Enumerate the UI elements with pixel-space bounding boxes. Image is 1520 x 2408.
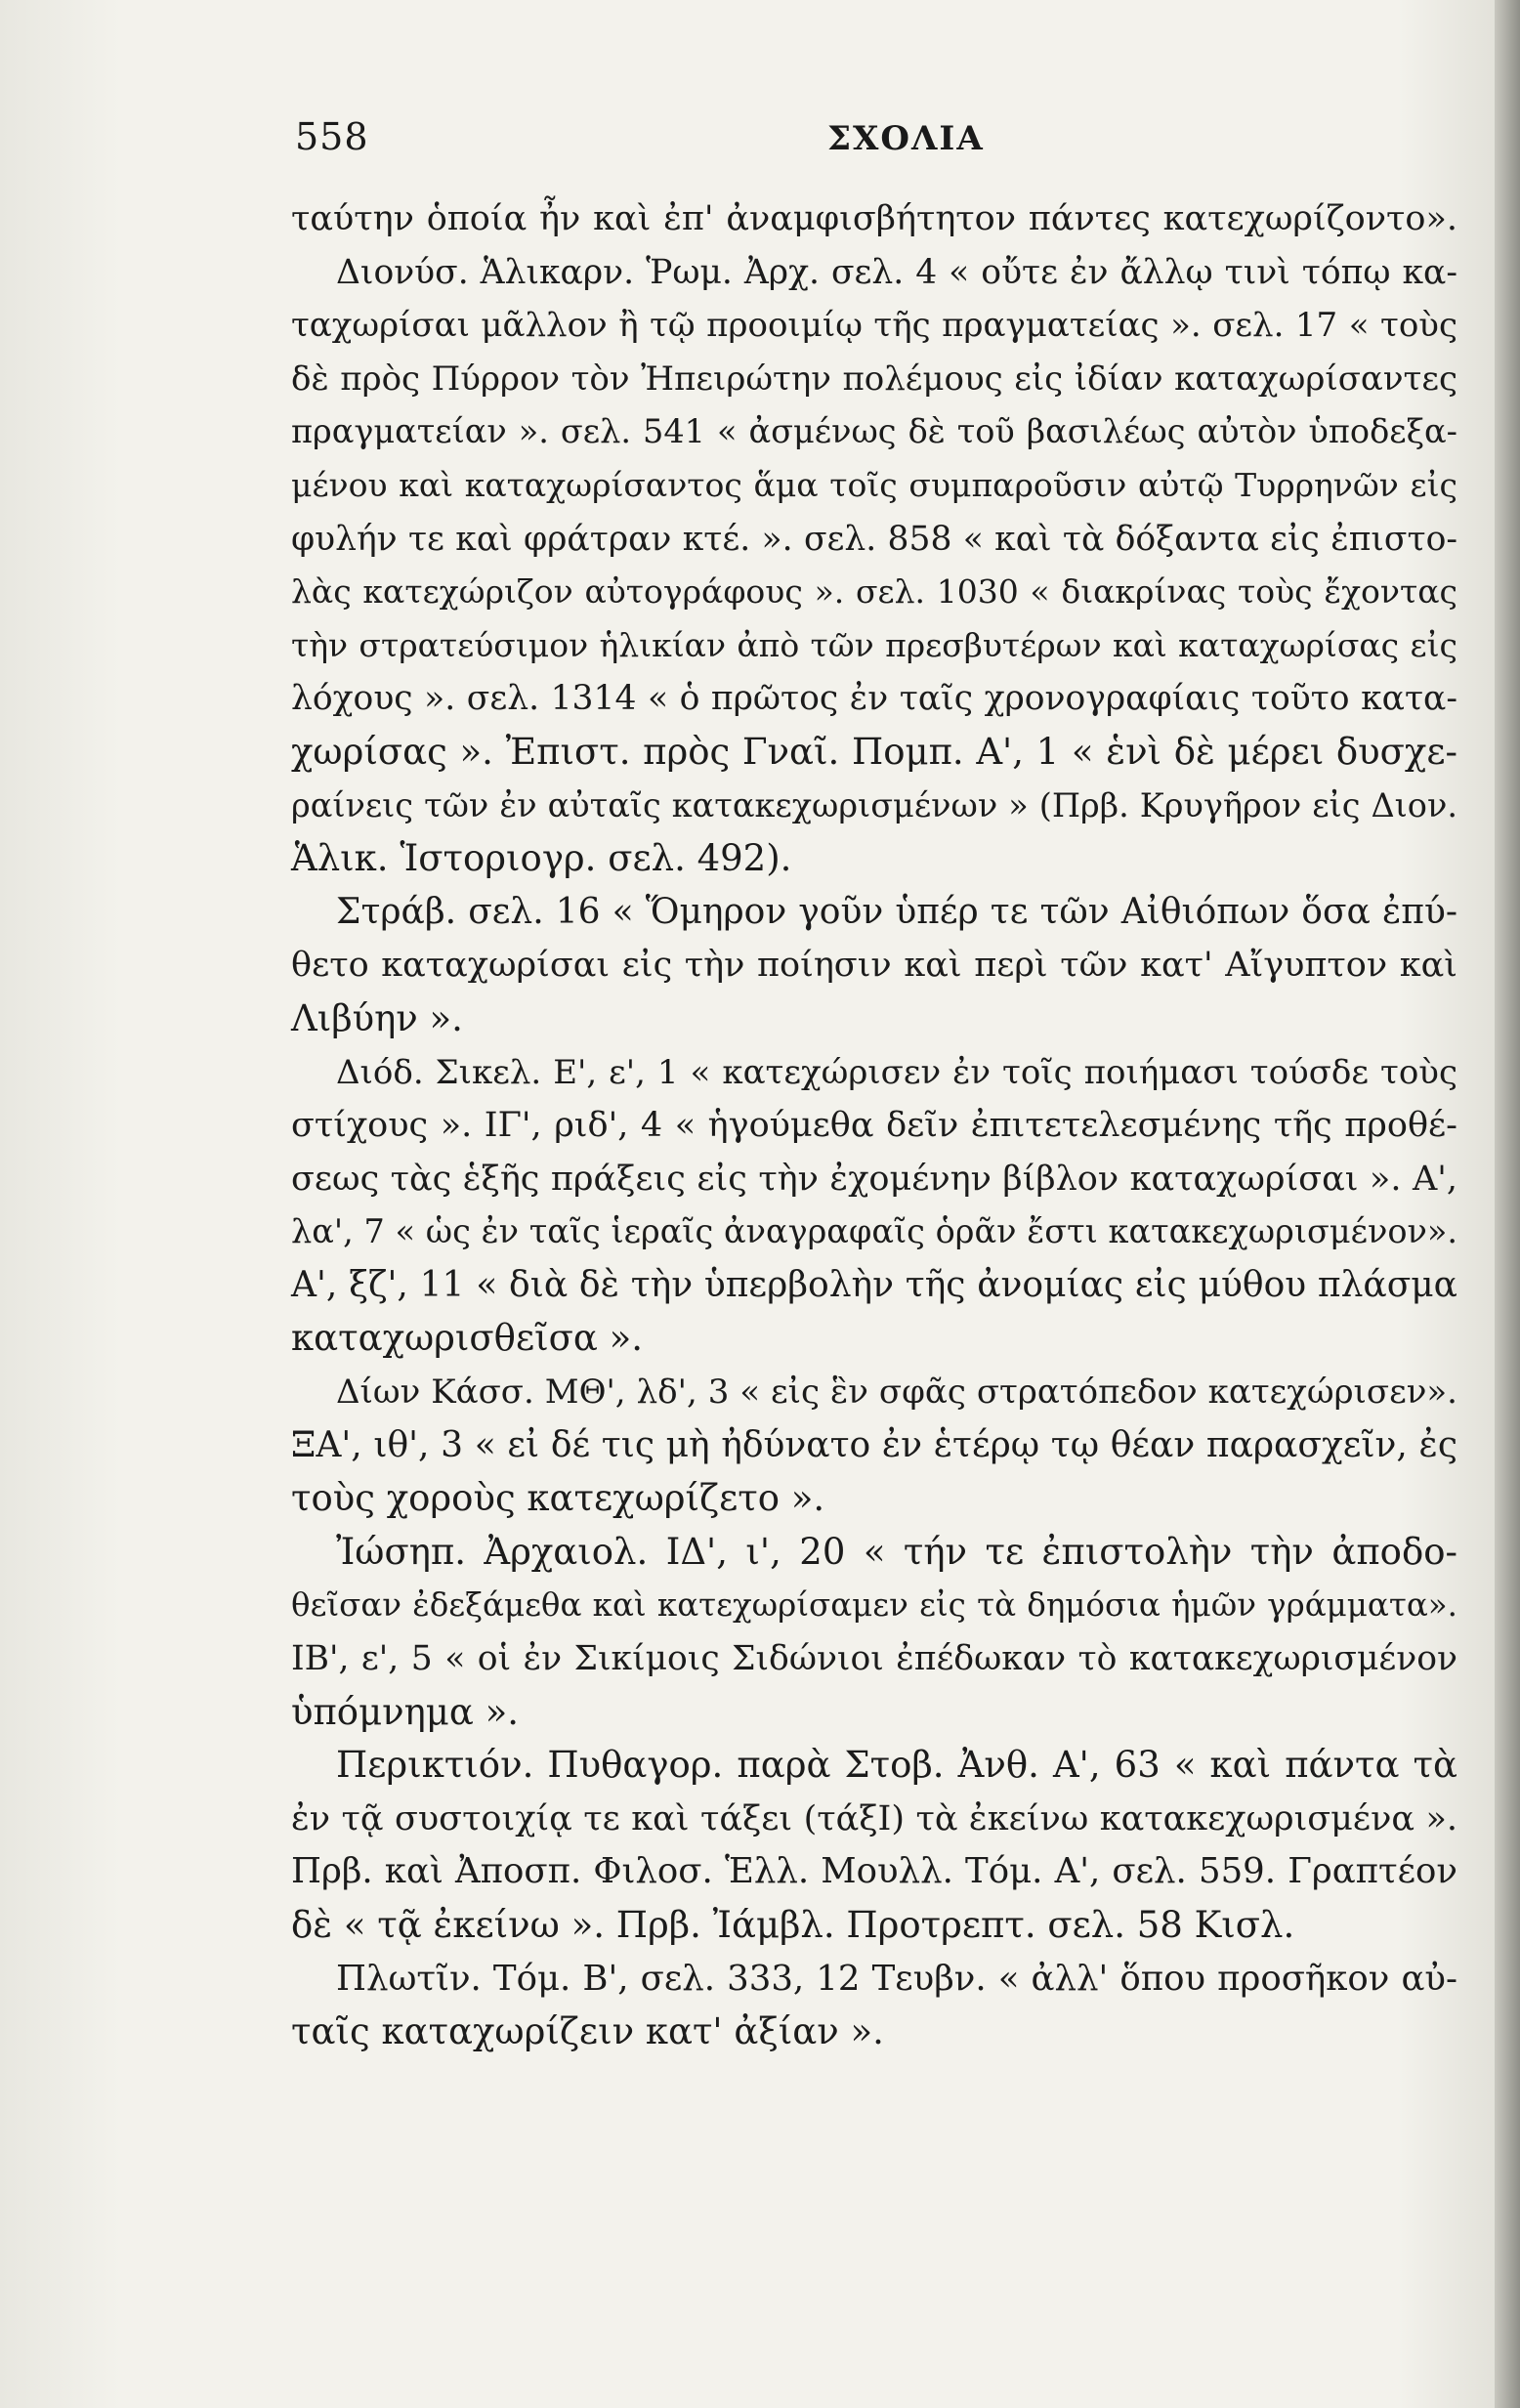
- running-title: ΣΧΟΛΙΑ: [827, 119, 985, 158]
- text-line: ΞΑ', ιθ', 3 « εἰ δέ τις μὴ ἠδύνατο ἐν ἑτέρῳ τῳ θέαν παρασχεῖν, ἐς: [291, 1424, 1457, 1465]
- text-line: τὴν στρατεύσιμον ἡλικίαν ἀπὸ τῶν πρεσβυτέρων καὶ καταχωρίσας εἰς: [291, 625, 1457, 664]
- text-line: μένου καὶ καταχωρίσαντος ἅμα τοῖς συμπαροῦσιν αὐτῷ Τυρρηνῶν εἰς: [291, 465, 1457, 504]
- text-line: λὰς κατεχώριζον αὐτογράφους ». σελ. 1030 « διακρίνας τοὺς ἔχοντας: [291, 572, 1457, 612]
- page-header: [295, 115, 1457, 174]
- page-number: 558: [295, 115, 369, 158]
- text-line: Διόδ. Σικελ. Ε', ε', 1 « κατεχώρισεν ἐν τοῖς ποιήμασι τούσδε τοὺς: [336, 1052, 1457, 1092]
- text-line: δὲ πρὸς Πύρρον τὸν Ἠπειρώτην πολέμους εἰς ἰδίαν καταχωρίσαντες: [291, 359, 1457, 399]
- text-line: Στράβ. σελ. 16 « Ὅμηρον γοῦν ὑπέρ τε τῶν Αἰθιόπων ὅσα ἐπύ-: [336, 891, 1457, 932]
- text-line: Δίων Κάσσ. ΜΘ', λδ', 3 « εἰς ἓν σφᾶς στρατόπεδον κατεχώρισεν».: [336, 1373, 1457, 1413]
- text-line: φυλήν τε καὶ φράτραν κτέ. ». σελ. 858 « καὶ τὰ δόξαντα εἰς ἐπιστο-: [291, 519, 1457, 559]
- text-line: τοὺς χοροὺς κατεχωρίζετο ».: [291, 1477, 825, 1520]
- text-line: ΙΒ', ε', 5 « οἱ ἐν Σικίμοις Σιδώνιοι ἐπέδωκαν τὸ κατακεχωρισμένον: [291, 1639, 1457, 1679]
- text-line: Διονύσ. Ἁλικαρν. Ῥωμ. Ἀρχ. σελ. 4 « οὔτε ἐν ἄλλῳ τινὶ τόπῳ κα-: [336, 252, 1457, 292]
- text-line: Ἁλικ. Ἱστοριογρ. σελ. 492).: [291, 837, 792, 880]
- text-line: χωρίσας ». Ἐπιστ. πρὸς Γναῖ. Πομπ. Α', 1 « ἑνὶ δὲ μέρει δυσχε-: [291, 730, 1457, 773]
- text-line: ταύτην ὁποία ἦν καὶ ἐπ' ἀναμφισβήτητον πάντες κατεχωρίζοντο».: [291, 199, 1457, 238]
- text-line: δὲ « τᾷ ἐκείνω ». Πρβ. Ἰάμβλ. Προτρεπτ. σελ. 58 Κισλ.: [291, 1904, 1295, 1946]
- text-line: θετο καταχωρίσαι εἰς τὴν ποίησιν καὶ περὶ τῶν κατ' Αἴγυπτον καὶ: [291, 946, 1457, 986]
- text-line: στίχους ». ΙΓ', ριδ', 4 « ἡγούμεθα δεῖν ἐπιτετελεσμένης τῆς προθέ-: [291, 1106, 1457, 1146]
- text-line: ταῖς καταχωρίζειν κατ' ἀξίαν ».: [291, 2010, 884, 2053]
- text-line: σεως τὰς ἑξῆς πράξεις εἰς τὴν ἐχομένην βίβλον καταχωρίσαι ». Α',: [291, 1159, 1457, 1199]
- text-line: Πρβ. καὶ Ἀποσπ. Φιλοσ. Ἑλλ. Μουλλ. Τόμ. Α', σελ. 559. Γραπτέον: [291, 1851, 1457, 1892]
- text-line: Α', ξζ', 11 « διὰ δὲ τὴν ὑπερβολὴν τῆς ἀνομίας εἰς μύθου πλάσμα: [291, 1264, 1457, 1305]
- text-line: Πλωτῖν. Τόμ. Β', σελ. 333, 12 Τευβν. « ἀλλ' ὅπου προσῆκον αὐ-: [336, 1958, 1457, 1999]
- text-line: λα', 7 « ὡς ἐν ταῖς ἱεραῖς ἀναγραφαῖς ὁρᾶν ἔστι κατακεχωρισμένον».: [291, 1212, 1457, 1251]
- text-line: Ἰώσηπ. Ἀρχαιολ. ΙΔ', ι', 20 « τήν τε ἐπιστολὴν τὴν ἀποδο-: [336, 1530, 1457, 1573]
- text-line: πραγματείαν ». σελ. 541 « ἀσμένως δὲ τοῦ βασιλέως αὐτὸν ὑποδεξα-: [291, 412, 1457, 451]
- text-line: ἐν τᾷ συστοιχίᾳ τε καὶ τάξει (τάξΙ) τὰ ἐκείνω κατακεχωρισμένα ».: [291, 1798, 1457, 1838]
- text-line: λόχους ». σελ. 1314 « ὁ πρῶτος ἐν ταῖς χρονογραφίαις τοῦτο κατα-: [291, 679, 1457, 719]
- text-line: ταχωρίσαι μᾶλλον ἢ τῷ προοιμίῳ τῆς πραγματείας ». σελ. 17 « τοὺς: [291, 306, 1457, 346]
- text-line: ὑπόμνημα ».: [291, 1690, 519, 1733]
- text-line: Περικτιόν. Πυθαγορ. παρὰ Στοβ. Ἀνθ. Α', 63 « καὶ πάντα τὰ: [336, 1744, 1457, 1787]
- page-edge-shadow: [1495, 0, 1520, 2408]
- text-line: καταχωρισθεῖσα ».: [291, 1317, 644, 1360]
- text-line: ραίνεις τῶν ἐν αὐταῖς κατακεχωρισμένων » (Πρβ. Κρυγῆρον εἰς Διον.: [291, 785, 1457, 824]
- commentary-text: [291, 192, 1457, 2059]
- text-line: Λιβύην ».: [291, 996, 463, 1039]
- text-line: θεῖσαν ἐδεξάμεθα καὶ κατεχωρίσαμεν εἰς τὰ δημόσια ἡμῶν γράμματα».: [291, 1586, 1457, 1625]
